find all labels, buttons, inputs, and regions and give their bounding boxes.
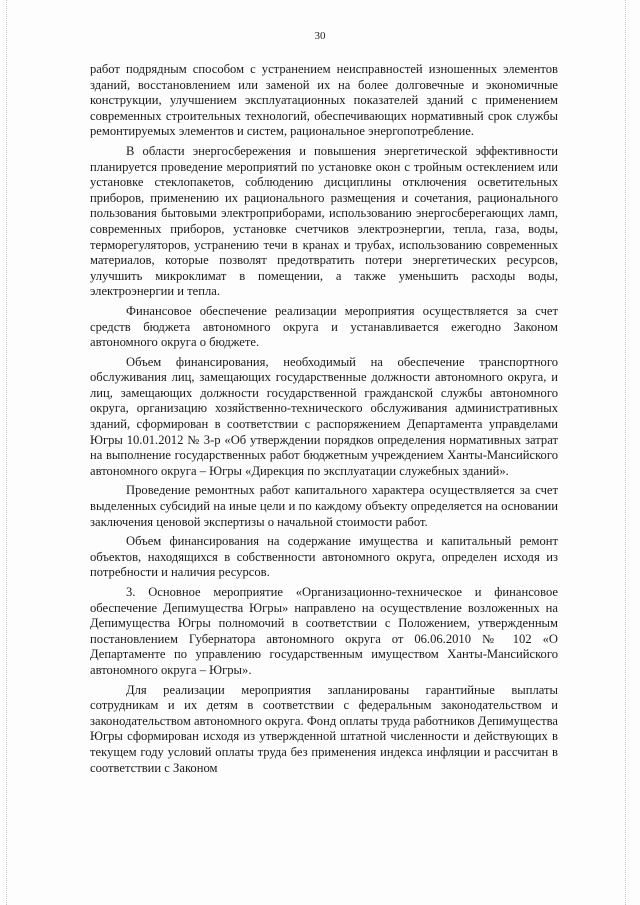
paragraph-2: В области энергосбережения и повышения энергетической эффективности планируется проведение мероприятий по установке окон с тройным остеклением или установке стеклопакетов, соблюдению дисциплины отключения осветительных приборов, применению их рационального размещения и сочетания, рационального пользования бытовыми электроприборами, использованию энергосберегающих ламп, современных приборов, установке счетчиков электроэнергии, тепла, газа, воды, терморегуляторов, устранению течи в кранах и трубах, использованию современных материалов, которые позволят предотвратить потери энергетических ресурсов, улучшить микроклимат в помещении, а также уменьшить расходы воды, электроэнергии и тепла. bbox=[90, 143, 558, 299]
paragraph-1: работ подрядным способом с устранением неисправностей изношенных элементов зданий, восстановлением или заменой их на более долговечные и экономичные конструкции, улучшением эксплуатационных показателей зданий с применением современных строительных технологий, обеспечивающих нормативный срок службы ремонтируемых элементов и систем, рациональное энергопотребление. bbox=[90, 62, 558, 139]
paragraph-4: Объем финансирования, необходимый на обеспечение транспортного обслуживания лиц, замещающих государственные должности автономного округа, и лиц, замещающих должности государственной гражданской службы автономного округа, организацию хозяйственно-технического обслуживания административных зданий, сформирован в соответствии с распоряжением Департамента управделами Югры 10.01.2012 № 3-р «Об утверждении порядков определения нормативных затрат на выполнение государственных работ бюджетным учреждением Ханты-Мансийского автономного округа – Югры «Дирекция по эксплуатации служебных зданий». bbox=[90, 354, 558, 478]
paragraph-7: 3. Основное мероприятие «Организационно-техническое и финансовое обеспечение Депимущества Югры» направлено на осуществление возложенных на Депимущества Югры полномочий в соответствии с Положением, утвержденным постановлением Губернатора автономного округа от 06.06.2010 № 102 «О Департаменте по управлению государственным имуществом Ханты-Мансийского автономного округа – Югры». bbox=[90, 585, 558, 677]
document-body bbox=[90, 62, 558, 780]
paragraph-6: Объем финансирования на содержание имущества и капитальный ремонт объектов, находящихся в собственности автономного округа, определен исходя из потребности и наличия ресурсов. bbox=[90, 534, 558, 580]
paragraph-5: Проведение ремонтных работ капитального характера осуществляется за счет выделенных субсидий на иные цели и по каждому объекту определяется на основании заключения ценовой экспертизы о начальной стоимости работ. bbox=[90, 483, 558, 529]
page-number: 30 bbox=[314, 30, 326, 42]
scan-edge-right bbox=[625, 0, 626, 905]
paragraph-3: Финансовое обеспечение реализации мероприятия осуществляется за счет средств бюджета автономного округа и устанавливается ежегодно Законом автономного округа о бюджете. bbox=[90, 303, 558, 350]
scan-edge-left bbox=[6, 0, 7, 905]
paragraph-8: Для реализации мероприятия запланированы гарантийные выплаты сотрудникам и их детям в соответствии с федеральным законодательством и законодательством автономного округа. Фонд оплаты труда работников Депимущества Югры сформирован исходя из утвержденной штатной численности и действующих в текущем году условий оплаты труда без применения индекса инфляции и рассчитан в соответствии с Законом bbox=[90, 682, 558, 775]
